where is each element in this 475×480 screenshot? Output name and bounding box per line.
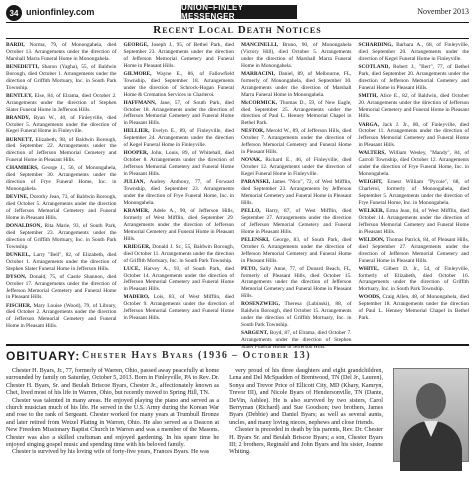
notice-text: Wayne E., 86, of Fallowfield Township, died September 18. Arrangements under the direction of Schrock-Hogan Funeral Home & Cremation Services in Charleroi. [123, 70, 234, 98]
notice-text: Barbara A., 68, of Finleyville, died September 20. Arrangements under the direction of Kegel Funeral Home in Finleyville. [358, 42, 469, 62]
notice-text: Larry "Bell", 82, of Elizabeth, died October 1. Arrangements under the direction of Stephen Slater Funeral Home in Jefferson Hills. [6, 251, 117, 272]
notice-text: Theresa (Lubinski), 88, of Baldwin Borough, died October 15. Arrangements under the direction of Griffith Mortuary, Inc. in South Park Township. [241, 301, 352, 329]
death-notice [124, 179, 235, 207]
notice-text: Joseph J., 95, of Bethel Park, died September 23. Arrangements under the direction of Jefferson Memorial Cemetery and Funeral Home in Pleasant Hills. [123, 42, 234, 69]
death-notice [359, 179, 470, 207]
notice-name: KRAMER, [123, 207, 150, 214]
death-notice [124, 244, 235, 265]
notice-text: John, Louis, 89, of Whitehall, died October 8. Arrangements under the direction of Jefferson Memorial Cemetery and Funeral Home in Pleasant Hills. [123, 150, 234, 178]
site-url: unionfinley.com [26, 7, 95, 17]
notice-name: DUNKEL, [6, 251, 31, 258]
obituary-paragraph: Chester is preceded in death by his parents, Rev. Dr. Chester H. Byars Sr. and Beulah Briscoe Byars; a son, Chester Byars III; 2 brothers, Reginald and John Byars and his sister, Joanne Whiting. [229, 427, 383, 456]
notice-name: MADERO, [123, 294, 150, 301]
notice-name: WHITE, [358, 265, 379, 272]
obituary-paragraph: Chester is survived by his loving wife of forty-five years, Frances Byars. He was [12, 449, 210, 456]
notice-name: WALTERS, [358, 150, 386, 157]
notice-text: Donald J. Sr., 55, Baldwin Borough, died October 11. Arrangements under the direction of Griffith Mortuary, Inc. in South Park Township. [123, 243, 234, 264]
death-notice [241, 179, 352, 207]
notice-name: PETO, [241, 265, 257, 272]
notice-name: BARDI, [6, 42, 25, 48]
notice-text: Norma, 79, of Monongahela, died October 13. Arrangements under the direction of Marshall Marra Funeral Home in Monongahela. [6, 42, 117, 62]
notice-name: NOVAK, [241, 157, 262, 164]
notice-column [6, 42, 117, 342]
death-notice [359, 208, 470, 236]
notice-text: Robert J., "Bert", 77, of Bethel Park, died September 20. Arrangements under the direction of Jefferson Memorial Cemetery and Funeral Home in Pleasant Hills. [358, 63, 469, 91]
death-notice [124, 294, 235, 322]
notice-text: Adele A., 90, of Jefferson Hills, formerly of West Mifflin, died September 29. Arrangements under the direction of Jefferson Memorial Cemetery and Funeral Home in Pleasant Hills. [123, 207, 234, 242]
notice-column [124, 42, 235, 342]
death-notice [241, 42, 352, 70]
notice-column [241, 42, 352, 350]
notice-name: HELLIER, [123, 128, 150, 135]
death-notice [6, 223, 117, 251]
notice-text: Ryan W., 40, of Finleyville, died October 5. Arrangements under the direction of Kegel Funeral Home in Finleyville. [6, 114, 117, 135]
death-notice [124, 42, 235, 70]
death-notice [241, 100, 352, 128]
death-notice [241, 71, 352, 99]
notice-text: James "Nico", 72, of West Mifflin, died September 23. Arrangements by Jefferson Memorial Cemetery and Funeral Home in Pleasant Hills. [241, 179, 352, 206]
notice-name: BENEDETTI, [6, 63, 39, 70]
death-notice [241, 237, 352, 265]
notice-name: BURNETT, [6, 136, 34, 143]
notice-name: WELDON, [358, 236, 385, 243]
death-notice [359, 122, 470, 150]
death-notice [241, 208, 352, 236]
notice-name: BENTLEY, [6, 92, 33, 99]
notice-name: HAFFMANN, [123, 99, 157, 106]
notice-column [359, 42, 470, 342]
notice-name: DYSON, [6, 273, 27, 280]
death-notice [6, 42, 117, 63]
obituary-column [6, 368, 219, 476]
death-notice [6, 252, 117, 273]
notice-text: Erma Jean, 84, of West Mifflin, died October 14. Arrangements under the direction of Jefferson Memorial Cemetery and Funeral Home in Pleasant Hills. [358, 207, 469, 235]
notice-name: FISCHER, [6, 302, 32, 309]
notice-text: Boyd, 87, of Elrama, died October 7. Arrangements under the direction of Stephen Slater Funeral Home in Jefferson Hills. [241, 330, 352, 350]
masthead: UNION–FINLEY MESSENGER [181, 5, 297, 19]
notice-name: DEVINE, [6, 194, 29, 201]
death-notice [359, 266, 470, 294]
death-notice [359, 237, 470, 265]
notice-name: McCORMICK, [241, 99, 278, 106]
obituary-column [229, 368, 383, 476]
notice-name: GILMORE, [123, 70, 152, 77]
page-number: 34 [6, 5, 22, 21]
notice-text: Jack J. Jr., 80, of Finleyville, died October 11. Arrangements under the direction of Jefferson Memorial Cemetery and Funeral Home in Pleasant Hills. [358, 121, 469, 149]
notice-text: Elizabeth, 98, of Baldwin Borough, died September 22. Arrangements under the direction of Jefferson Memorial Cemetery and Funeral Home in Pleasant Hills. [6, 136, 117, 164]
death-notice [359, 42, 470, 63]
notice-name: SCHARDING, [358, 42, 393, 48]
notice-text: Audrey Anthony, 77, of Forward Township, died September 23. Arrangements under the direction of Frye Funeral Home, Inc. in Monongahela. [123, 179, 234, 206]
notice-name: DONALDSON, [6, 222, 42, 229]
notice-name: GEORGE, [123, 42, 149, 48]
death-notice [124, 150, 235, 178]
death-notice [6, 303, 117, 331]
notice-name: SMITH, [358, 92, 378, 99]
notice-name: WELKER, [358, 207, 385, 214]
death-notice [124, 71, 235, 99]
page-header [6, 4, 469, 22]
obituary-paragraph: Chester was talented in many areas. He enjoyed playing the piano and served as a church musician much of his life. He served in the U.S. Army during the Korean War and rose to the rank of Sergeant. Chester worked for many years at Trumbull Bronze and later retired from Wetzel Plating in Warren, Ohio. He also served as a Deacon at New Freedom Missionary Baptist Church in Warren and was a member of the Masons. Chester was also a skilled craftsman and enjoyed gardening. In his spare time he enjoyed singing gospel music and spending time with his beloved family. [6, 397, 220, 449]
notice-text: Rita Marie, 93, of South Park, died September 23. Arrangements under the direction of Griffith Mortuary, Inc. in South Park Township. [6, 222, 117, 250]
notice-text: Thomas D., 59, of New Eagle, died September 25. Arrangements under the direction of Paul L. Henney Memorial Chapel in Bethel Park. [241, 99, 352, 127]
notice-text: Daniel, 89, of Melbourne, FL, formerly of Monongahela, died September 30. Arrangements under the direction of Marshall Marra Funeral Home in Monongahela. [241, 70, 352, 98]
notice-text: Merold W., 89, of Jefferson Hills, died October 7. Arrangements under the direction of Jefferson Memorial Cemetery and Funeral Home in Pleasant Hills. [241, 128, 352, 156]
death-notice [6, 93, 117, 114]
notice-name: LUCE, [123, 265, 140, 272]
death-notice [6, 137, 117, 165]
notice-name: MARRACINI, [241, 70, 275, 77]
notice-text: Harry, 87, of West Mifflin, died September 27. Arrangements under the direction of Jefferson Memorial Cemetery and Funeral Home in Pleasant Hills. [241, 207, 352, 235]
notice-text: Sharon (Yagha), 55, of Baldwin Borough, died October 1. Arrangements under the direction of Griffith Mortuary, Inc. in South Park Township. [6, 63, 117, 91]
death-notice [241, 157, 352, 178]
notice-text: Evelyn E., 89, of Finleyville, died September 24. Arrangements under the direction of Kegel Funeral Home in Finleyville. [123, 128, 234, 149]
notice-name: WOODS, [358, 294, 381, 301]
notice-name: PARANSKI, [241, 179, 271, 186]
notice-text: William Wesley, "Mandy", 84, of Carroll Township, died October 12. Arrangements under the direction of Frye Funeral Home, Inc. in Monongahela. [358, 150, 469, 178]
notice-name: JULIAN, [123, 179, 145, 186]
death-notice [6, 165, 117, 193]
notice-text: Gilbert D. Jr., 54, of Finleyville, formerly of Elizabeth, died October 16. Arrangements under the direction of Griffith Mortuary, Inc. in South Park Township. [358, 265, 469, 293]
notice-name: WEIGHT, [358, 179, 383, 186]
notice-name: SCOTLAND, [358, 63, 390, 70]
notice-name: ROSENZWEIG, [241, 301, 280, 308]
notice-name: KRIEGER, [123, 243, 151, 250]
death-notice [124, 100, 235, 128]
death-notice [359, 294, 470, 322]
header-divider [6, 22, 469, 23]
death-notice [6, 194, 117, 222]
notice-text: Alice E., 82, of Baldwin, died October 20. Arrangements under the direction of Jefferson Memorial Cemetery and Funeral Home in Pleasant Hills. [358, 92, 469, 120]
notice-name: SARGENT, [241, 330, 269, 337]
notice-name: NESTOR, [241, 128, 265, 135]
notice-text: Else, 84, of Elrama, died October 2. Arrangements under the direction of Stephen Slater Funeral Home in Jefferson Hills. [6, 92, 117, 113]
death-notice [241, 128, 352, 156]
obituary-paragraph: Chester H. Byars, Jr., 77, formerly of Warren, Ohio, passed away peacefully at home surrounded by family on Saturday, October 5, 2013. Born in Finleyville, PA to Rev. Dr. Chester H. Byars, Sr. and Beulah Briscoe Byars, Chester Jr., affectionately known as Chet, lived most of his life in Warren, Ohio, but recently moved to Spring Hill, TN. [6, 368, 220, 397]
notice-text: Lois, 83, of West Mifflin, died October 9. Arrangements under the direction of Jefferson Memorial Cemetery and Funeral Home in Pleasant Hills. [123, 294, 234, 322]
notice-name: HOOPER, [123, 150, 149, 157]
notice-name: MANCINELLI, [241, 42, 278, 48]
notice-text: Sally Anne, 77, of Donard Beach, FL, formerly of Pleasant Hills, died October 15. Arrangements under the direction of Jefferson Memorial Cemetery and Funeral Home in Pleasant Hills. [241, 265, 352, 300]
death-notice [6, 64, 117, 92]
obituary-photo-block [393, 368, 469, 476]
notice-text: Donald, 75, of Castle Shannon, died October 17. Arrangements under the direction of Jefferson Memorial Cemetery and Funeral Home in Pleasant Hills. [6, 273, 117, 301]
death-notice [124, 208, 235, 243]
notice-text: George, 83, of South Park, died October 6. Arrangements under the direction of Jefferson Memorial Cemetery and Funeral Home in Pleasant Hills. [241, 236, 352, 264]
notice-name: VARGA, [358, 121, 379, 128]
obituary-divider [6, 344, 469, 346]
death-notice [241, 266, 352, 301]
death-notice [6, 274, 117, 302]
notice-text: Craig Allen, 48, of Monongahela, died September 18. Arrangements under the direction of Paul L. Henney Memorial Chapel in Bethel Park. [358, 294, 469, 322]
notice-text: Bruno, 90, of Monongahela (Victory Hill), died October 5. Arrangements under the direction of Marshall Marra Funeral Home in Monongahela. [241, 42, 352, 69]
notice-text: Mary Louise (Wood), 79, of Library, died October 2. Arrangements under the direction of Jefferson Memorial Cemetery and Funeral Home in Pleasant Hills. [6, 302, 117, 330]
death-notice [6, 115, 117, 136]
portrait-photo [393, 368, 469, 462]
obituary-body [6, 368, 469, 476]
death-notice [359, 93, 470, 121]
death-notice [359, 150, 470, 178]
obituary-heading: Chester Hays Byars (1936 – October 13) [82, 350, 311, 361]
section-title: Recent Local Death Notices [153, 24, 322, 36]
issue-date: November 2013 [417, 7, 469, 16]
notice-text: Thomas Patrick, 84, of Pleasant Hills, died September 27. Arrangements under the direction of Jefferson Memorial Cemetery and Funeral Home in Pleasant Hills. [358, 236, 469, 264]
section-divider [6, 38, 469, 39]
notice-text: George J., 56, of Monongahela, died September 30. Arrangements under the direction of Frye Funeral Home, Inc. in Monongahela. [6, 165, 117, 193]
death-notice [359, 64, 470, 92]
death-notices [6, 42, 469, 350]
notice-name: PELENSKI, [241, 236, 270, 243]
notice-text: Richard E., 46, of Finleyville, died October 12. Arrangements under the direction of Kegel Funeral Home in Finleyville. [241, 157, 352, 178]
obituary-paragraph: very proud of his three daughters and eight grandchildren, Lena and Del McSpadden of Brentwood, TN (Del Jr., Lauren), Sonya and Trevor Price of Ellicott City, MD (Khary, Kamryn, Trevor III), and Nicole Byars of Hendersonville, TN (Dante, DeVin, Ashlee). He is also survived by two sisters, Carol Berryman (Richard) and Sue Goodson; two brothers, James Byars (Debbie) and Daniel Byars; as well as several aunts, uncles, and many loving nieces, nephews and close friends. [229, 368, 383, 426]
notice-name: PELLO, [241, 207, 261, 214]
notice-text: Jane, 57, of South Park, died October 18. Arrangements under the direction of Jefferson Memorial Cemetery and Funeral Home in Pleasant Hills. [123, 99, 234, 127]
death-notice [124, 266, 235, 294]
notice-text: Harvey A., 93, of South Park, died October 14. Arrangements under the direction of Jefferson Memorial Cemetery and Funeral Home in Pleasant Hills. [123, 265, 234, 293]
notice-name: BRANDY, [6, 114, 30, 121]
death-notice [241, 301, 352, 329]
obituary-label: OBITUARY: [6, 349, 81, 363]
notice-text: Dorothy Jean, 73, of Baldwin Borough, died October 5. Arrangements under the direction of Jefferson Memorial Cemetery and Funeral Home in Pleasant Hills. [6, 194, 117, 221]
death-notice [241, 330, 352, 351]
death-notice [124, 128, 235, 149]
notice-text: Ernest William "Pycoie", 68, of Charleroi, formerly of Monongahela, died September 5. Arrangements under the direction of Frye Funeral Home, Inc. in Monongahela. [358, 179, 469, 206]
notice-name: CHAMBERS, [6, 165, 39, 172]
